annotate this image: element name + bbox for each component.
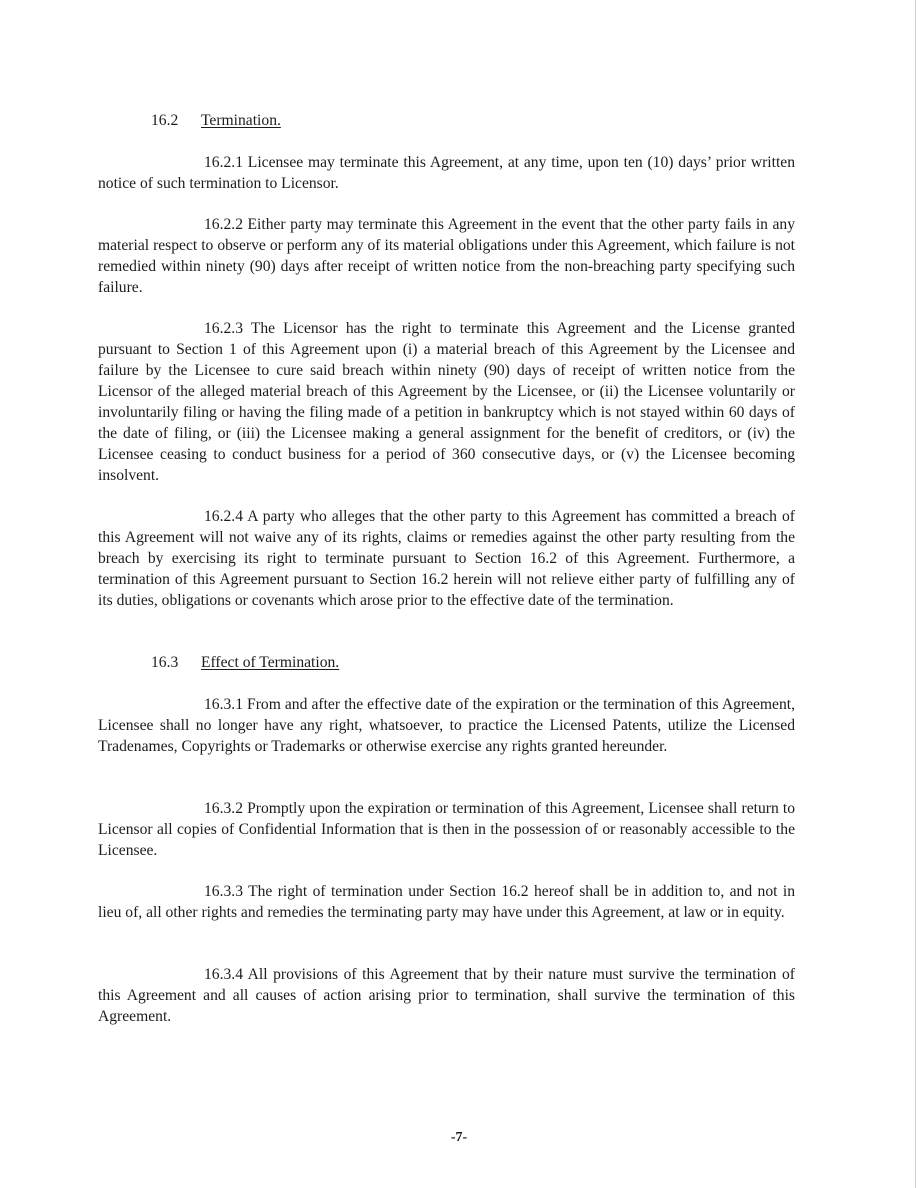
paragraph-16-3-2: 16.3.2 Promptly upon the expiration or termination of this Agreement, Licensee shall return to Licensor all copies of Confidential Information that is then in the possession of or reasonably accessible to the Licensee.	[98, 800, 795, 859]
section-number: 16.3	[151, 654, 179, 671]
scan-edge-line	[915, 0, 916, 1188]
section-heading-16-2	[151, 110, 281, 131]
paragraph-16-3-3: 16.3.3 The right of termination under Section 16.2 hereof shall be in addition to, and not in lieu of, all other rights and remedies the terminating party may have under this Agreement, at law or in equity.	[98, 883, 795, 921]
page-number: -7-	[450, 1130, 468, 1145]
paragraph-16-2-3: 16.2.3 The Licensor has the right to terminate this Agreement and the License granted pursuant to Section 1 of this Agreement upon (i) a material breach of this Agreement by the Licensee and failure by the Licensee to cure said breach within ninety (90) days of receipt of written notice from the Licensor of the alleged material breach of this Agreement by the Licensee, or (ii) the Licensee voluntarily or involuntarily filing or having the filing made of a petition in bankruptcy which is not stayed within 60 days of the date of filing, or (iii) the Licensee making a general assignment for the benefit of creditors, or (iv) the Licensee ceasing to conduct business for a period of 360 consecutive days, or (v) the Licensee becoming insolvent.	[98, 320, 795, 484]
paragraph-16-2-1: 16.2.1 Licensee may terminate this Agreement, at any time, upon ten (10) days’ prior written notice of such termination to Licensor.	[98, 154, 795, 192]
paragraph-16-3-4: 16.3.4 All provisions of this Agreement that by their nature must survive the termination of this Agreement and all causes of action arising prior to termination, shall survive the termination of this Agreement.	[98, 966, 795, 1025]
section-heading-16-3	[151, 652, 339, 673]
paragraph-16-2-4: 16.2.4 A party who alleges that the other party to this Agreement has committed a breach of this Agreement will not waive any of its rights, claims or remedies against the other party resulting from the breach by exercising its right to terminate pursuant to Section 16.2 of this Agreement. Furthermore, a termination of this Agreement pursuant to Section 16.2 herein will not relieve either party of fulfilling any of its duties, obligations or covenants which arose prior to the effective date of the termination.	[98, 508, 795, 609]
section-number: 16.2	[151, 112, 179, 129]
section-title: Effect of Termination.	[201, 654, 340, 671]
section-title: Termination.	[201, 112, 281, 129]
paragraph-16-2-2: 16.2.2 Either party may terminate this Agreement in the event that the other party fails in any material respect to observe or perform any of its material obligations under this Agreement, which failure is not remedied within ninety (90) days after receipt of written notice from the non-breaching party specifying such failure.	[98, 216, 795, 296]
paragraph-16-3-1: 16.3.1 From and after the effective date of the expiration or the termination of this Agreement, Licensee shall no longer have any right, whatsoever, to practice the Licensed Patents, utilize the Licensed Tradenames, Copyrights or Trademarks or otherwise exercise any rights granted hereunder.	[98, 696, 795, 755]
